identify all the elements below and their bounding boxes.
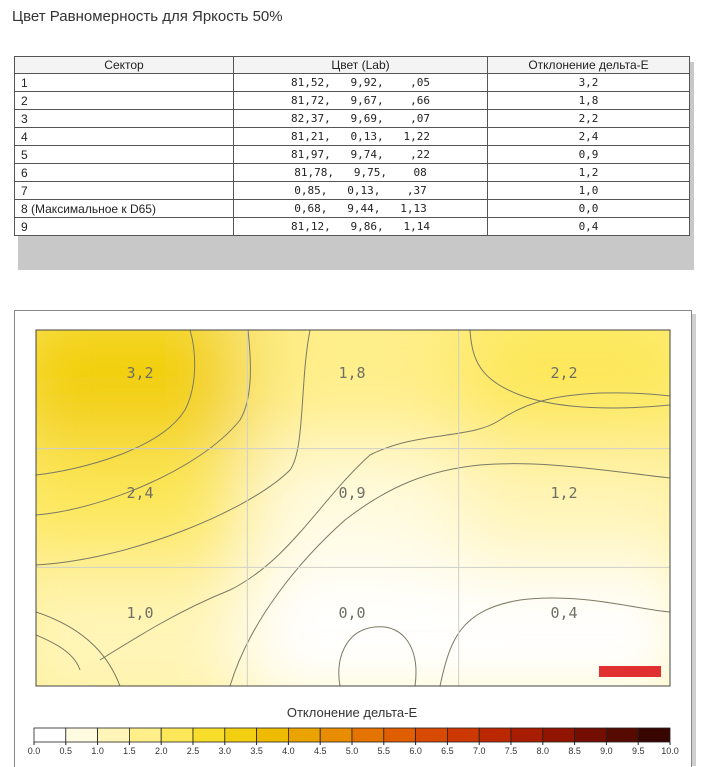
header-sector: Сектор <box>15 57 234 74</box>
scale-swatch <box>638 728 670 742</box>
cell-label: 0,4 <box>550 604 578 622</box>
max-deviation-marker <box>599 666 661 677</box>
delta-e-cell: 3,2 <box>488 74 690 92</box>
scale-tick-label: 6.5 <box>441 746 454 756</box>
scale-swatch <box>34 728 66 742</box>
scale-tick-label: 8.0 <box>536 746 550 756</box>
scale-swatch <box>98 728 130 742</box>
scale-tick-label: 6.0 <box>409 746 422 756</box>
scale-swatch <box>543 728 575 742</box>
cell-label: 1,8 <box>338 364 366 382</box>
scale-swatch <box>257 728 289 742</box>
scale-tick-label: 0.0 <box>27 746 41 756</box>
heatmap-cell <box>247 567 458 716</box>
heatmap-cell <box>459 449 700 568</box>
cell-label: 0,9 <box>338 484 366 502</box>
scale-tick-label: 10.0 <box>661 746 679 756</box>
scale-tick-label: 3.0 <box>218 746 232 756</box>
delta-e-cell: 1,0 <box>488 182 690 200</box>
cell-label: 2,4 <box>126 484 154 502</box>
scale-tick-label: 5.0 <box>345 746 359 756</box>
sector-cell: 4 <box>15 128 234 146</box>
header-color-lab: Цвет (Lab) <box>234 57 488 74</box>
delta-e-cell: 0,4 <box>488 218 690 236</box>
sector-cell: 3 <box>15 110 234 128</box>
scale-swatch <box>129 728 161 742</box>
scale-swatch <box>193 728 225 742</box>
scale-tick-label: 1.5 <box>123 746 136 756</box>
scale-swatch <box>225 728 257 742</box>
scale-tick-label: 7.0 <box>472 746 486 756</box>
cell-label: 0,0 <box>338 604 366 622</box>
scale-tick-label: 3.5 <box>250 746 263 756</box>
scale-swatch <box>511 728 543 742</box>
sector-cell: 6 <box>15 164 234 182</box>
scale-swatch <box>288 728 320 742</box>
scale-swatch <box>384 728 416 742</box>
scale-tick-label: 5.5 <box>377 746 391 756</box>
scale-tick-label: 2.5 <box>186 746 200 756</box>
scale-title: Отклонение дельта-E <box>286 705 418 720</box>
delta-e-cell: 0,0 <box>488 200 690 218</box>
lab-cell: 0,68, 9,44, 1,13 <box>234 200 488 218</box>
color-scale <box>28 728 679 756</box>
cell-label: 1,0 <box>126 604 154 622</box>
lab-cell: 81,72, 9,67, ,66 <box>234 92 488 110</box>
lab-cell: 81,12, 9,86, 1,14 <box>234 218 488 236</box>
sector-cell: 2 <box>15 92 234 110</box>
sector-cell: 8 (Максимальное к D65) <box>15 200 234 218</box>
heatmap-cell <box>459 567 700 716</box>
sector-cell: 5 <box>15 146 234 164</box>
scale-tick-label: 2.0 <box>154 746 168 756</box>
header-delta-e: Отклонение дельта-E <box>488 57 690 74</box>
delta-e-cell: 1,2 <box>488 164 690 182</box>
heatmap-cell <box>459 300 700 449</box>
lab-cell: 81,52, 9,92, ,05 <box>234 74 488 92</box>
scale-swatch <box>416 728 448 742</box>
delta-e-cell: 2,2 <box>488 110 690 128</box>
scale-swatch <box>352 728 384 742</box>
scale-tick-label: 0.5 <box>59 746 73 756</box>
lab-cell: 81,97, 9,74, ,22 <box>234 146 488 164</box>
scale-tick-label: 4.5 <box>313 746 327 756</box>
delta-e-cell: 2,4 <box>488 128 690 146</box>
cell-label: 2,2 <box>550 364 578 382</box>
lab-cell: 81,78, 9,75, 08 <box>234 164 488 182</box>
scale-tick-label: 4.0 <box>282 746 295 756</box>
cell-label: 3,2 <box>126 364 154 382</box>
scale-swatch <box>479 728 511 742</box>
delta-e-cell: 1,8 <box>488 92 690 110</box>
scale-swatch <box>161 728 193 742</box>
sector-cell: 9 <box>15 218 234 236</box>
sector-cell: 7 <box>15 182 234 200</box>
scale-swatch <box>320 728 352 742</box>
scale-tick-label: 1.0 <box>91 746 104 756</box>
delta-e-cell: 0,9 <box>488 146 690 164</box>
heatmap-cell <box>247 449 458 568</box>
lab-cell: 81,21, 0,13, 1,22 <box>234 128 488 146</box>
scale-tick-label: 9.5 <box>631 746 645 756</box>
lab-cell: 82,37, 9,69, ,07 <box>234 110 488 128</box>
cell-label: 1,2 <box>550 484 578 502</box>
scale-swatch <box>447 728 479 742</box>
scale-tick-label: 8.5 <box>568 746 581 756</box>
scale-tick-label: 9.0 <box>600 746 613 756</box>
scale-swatch <box>575 728 607 742</box>
lab-cell: 0,85, 0,13, ,37 <box>234 182 488 200</box>
scale-tick-label: 7.5 <box>504 746 518 756</box>
sector-cell: 1 <box>15 74 234 92</box>
scale-swatch <box>66 728 98 742</box>
page-title: Цвет Равномерность для Яркость 50% <box>12 8 283 25</box>
heatmap-cell <box>6 567 247 716</box>
scale-swatch <box>606 728 638 742</box>
